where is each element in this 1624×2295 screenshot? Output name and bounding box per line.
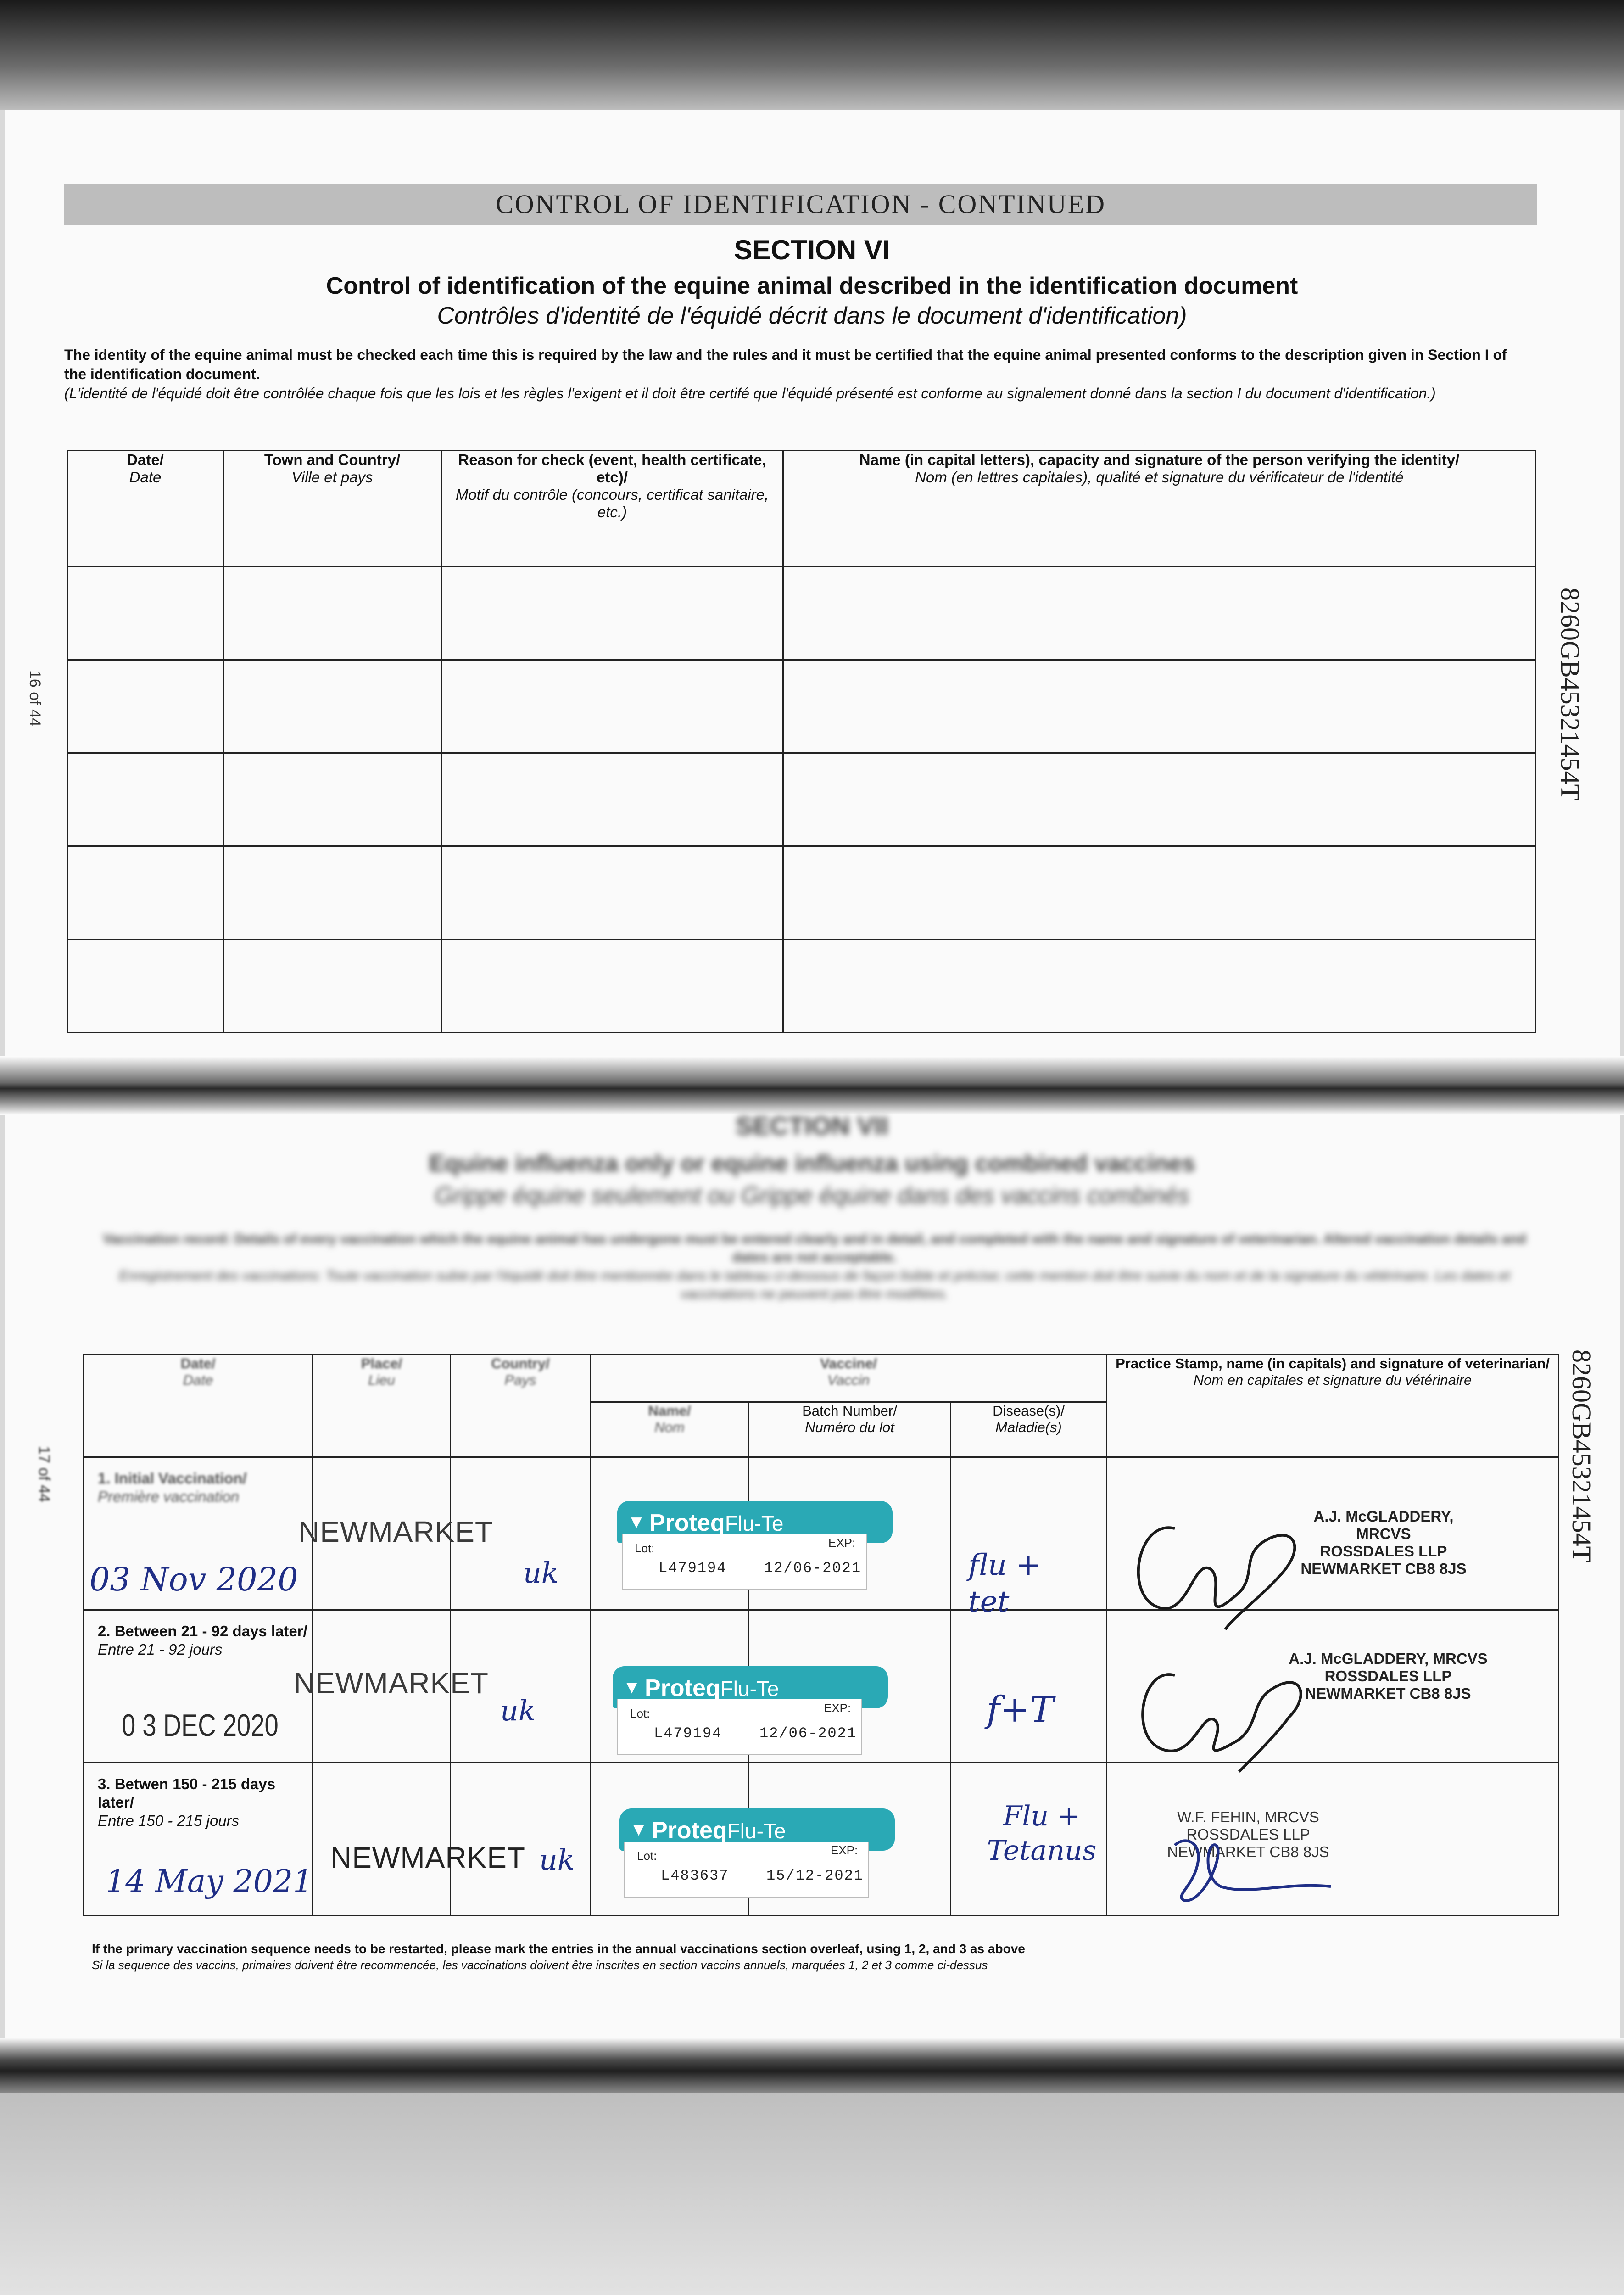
vaccination-row-3: 3. Betwen 150 - 215 days later/ Entre 150 - 215 jours — [84, 1763, 1559, 1916]
place-stamp: NEWMARKET — [330, 1841, 525, 1874]
continued-banner: CONTROL OF IDENTIFICATION - CONTINUED — [64, 184, 1537, 225]
scan-edge-top — [0, 0, 1624, 110]
vaccination-note: Vaccination record: Details of every vaccination which the equine animal has undergone must be entered clearly and in detail, and completed with the name and signature of veterinarian. Altered vaccination details and dates are not acceptable. — [103, 1231, 1526, 1265]
section-7-title-fr: Grippe équine seulement ou Grippe équine dans des vaccins combinés — [435, 1182, 1189, 1209]
date-stamp: 0 3 DEC 2020 — [122, 1708, 279, 1743]
vaccination-row-1: 1. Initial Vaccination/ Première vaccination — [84, 1457, 1559, 1610]
col-town-country: Town and Country/ Ville et pays — [223, 451, 441, 567]
book-spine — [0, 1056, 1624, 1115]
vaccine-sticker: ▼ ProteqFlu-Te Lot: EXP: L479194 12/06-2021 — [613, 1666, 888, 1763]
col-date: Date/ Date — [84, 1355, 313, 1457]
col-disease: Disease(s)/ Maladie(s) — [951, 1402, 1107, 1457]
table-row — [67, 567, 1536, 660]
handwritten-country: uk — [539, 1843, 575, 1876]
vaccination-row-2: 2. Between 21 - 92 days later/ Entre 21 - 92 jours — [84, 1610, 1559, 1763]
section-title: Control of identification of the equine animal described in the identification document — [326, 273, 1298, 299]
passport-id-17: 8260GB45321454T — [1567, 1349, 1596, 1562]
scan-background — [0, 2093, 1624, 2295]
page-number-17: 17 of 44 — [35, 1446, 53, 1502]
passport-id-16: 8260GB45321454T — [1555, 588, 1585, 800]
col-reason: Reason for check (event, health certificate, etc)/ Motif du contrôle (concours, certificat sanitaire, etc.) — [441, 451, 783, 567]
drop-icon: ▼ — [630, 1819, 648, 1840]
handwritten-country: uk — [500, 1694, 536, 1727]
vaccine-sticker: ▼ ProteqFlu-Te Lot: EXP: L483637 15/12-2021 — [619, 1808, 895, 1905]
section-7-heading: SECTION VII — [736, 1111, 888, 1140]
col-country: Country/ Pays — [451, 1355, 591, 1457]
vet-stamp: A.J. McGLADDERY, MRCVS ROSSDALES LLP NEWMARKET CB8 8JS — [1289, 1650, 1488, 1702]
place-stamp: NEWMARKET — [294, 1667, 489, 1700]
intro-text: The identity of the equine animal must be checked each time this is required by the law and the rules and it must be certified that the equine animal presented conforms to the description given in Section I of the identification document. — [64, 347, 1507, 382]
table-row — [67, 846, 1536, 940]
table-row — [67, 753, 1536, 846]
col-verifier: Name (in capital letters), capacity and signature of the person verifying the identity/ Nom (en lettres capitales), qualité et signature du vérificateur de l'identité — [783, 451, 1536, 567]
vaccination-note-fr: Enregistrement des vaccinations: Toute vaccination subie par l'équidé doit être mentionnée dans le tableau ci-dessous de façon lisible et précise; cette mention doit être suivie du nom et de la signature du vétérinaire. Les dates et vaccinations ne peuvent pas être modifiées. — [119, 1268, 1510, 1302]
handwritten-country: uk — [523, 1556, 559, 1590]
handwritten-date: 03 Nov 2020 — [89, 1561, 298, 1598]
col-date: Date/ Date — [67, 451, 223, 567]
identity-check-table — [67, 450, 1536, 1033]
table-row — [67, 940, 1536, 1033]
footnote-fr: Si la sequence des vaccins, primaires doivent être recommencée, les vaccinations doivent être inscrites en section vaccins annuels, marquées 1, 2 et 3 comme ci-dessus — [92, 1958, 988, 1972]
vet-stamp: W.F. FEHIN, MRCVS ROSSDALES LLP NEWMARKET CB8 8JS — [1167, 1808, 1329, 1860]
drop-icon: ▼ — [623, 1677, 641, 1697]
footnote: If the primary vaccination sequence needs to be restarted, please mark the entries in the annual vaccinations section overleaf, using 1, 2, and 3 as above — [92, 1942, 1025, 1956]
col-vaccine-name: Name/ Nom — [591, 1402, 749, 1457]
section-title-fr: Contrôles d'identité de l'équidé décrit dans le document d'identification) — [437, 302, 1187, 329]
vaccine-sticker: ▼ ProteqFlu-Te Lot: EXP: L479194 12/06-2021 — [617, 1501, 893, 1597]
col-practice-stamp: Practice Stamp, name (in capitals) and signature of veterinarian/ Nom en capitales et signature du vétérinaire — [1107, 1355, 1559, 1457]
handwritten-disease: f+T — [987, 1689, 1054, 1730]
handwritten-disease: flu + tet — [968, 1548, 1041, 1619]
table-row — [67, 660, 1536, 753]
handwritten-disease: Flu + Tetanus — [987, 1800, 1097, 1867]
col-vaccine: Vaccine/ Vaccin — [591, 1355, 1107, 1402]
place-stamp: NEWMARKET — [298, 1515, 493, 1548]
section-heading: SECTION VI — [734, 235, 890, 265]
vet-stamp: A.J. McGLADDERY, MRCVS ROSSDALES LLP NEWMARKET CB8 8JS — [1300, 1508, 1467, 1577]
col-batch-number: Batch Number/ Numéro du lot — [749, 1402, 951, 1457]
col-place: Place/ Lieu — [313, 1355, 451, 1457]
section-7-title: Equine influenza only or equine influenza using combined vaccines — [429, 1150, 1195, 1177]
handwritten-date: 14 May 2021 — [106, 1864, 313, 1900]
scan-edge-bottom — [0, 2038, 1624, 2093]
drop-icon: ▼ — [627, 1512, 646, 1532]
page-number-16: 16 of 44 — [26, 670, 44, 727]
intro-text-fr: (L'identité de l'équidé doit être contrôlée chaque fois que les lois et les règles l'exigent et il doit être certifé que l'équidé présenté est conforme au signalement donné dans la section I du document d'identification.) — [64, 385, 1436, 402]
vet-signature — [1147, 1827, 1358, 1909]
